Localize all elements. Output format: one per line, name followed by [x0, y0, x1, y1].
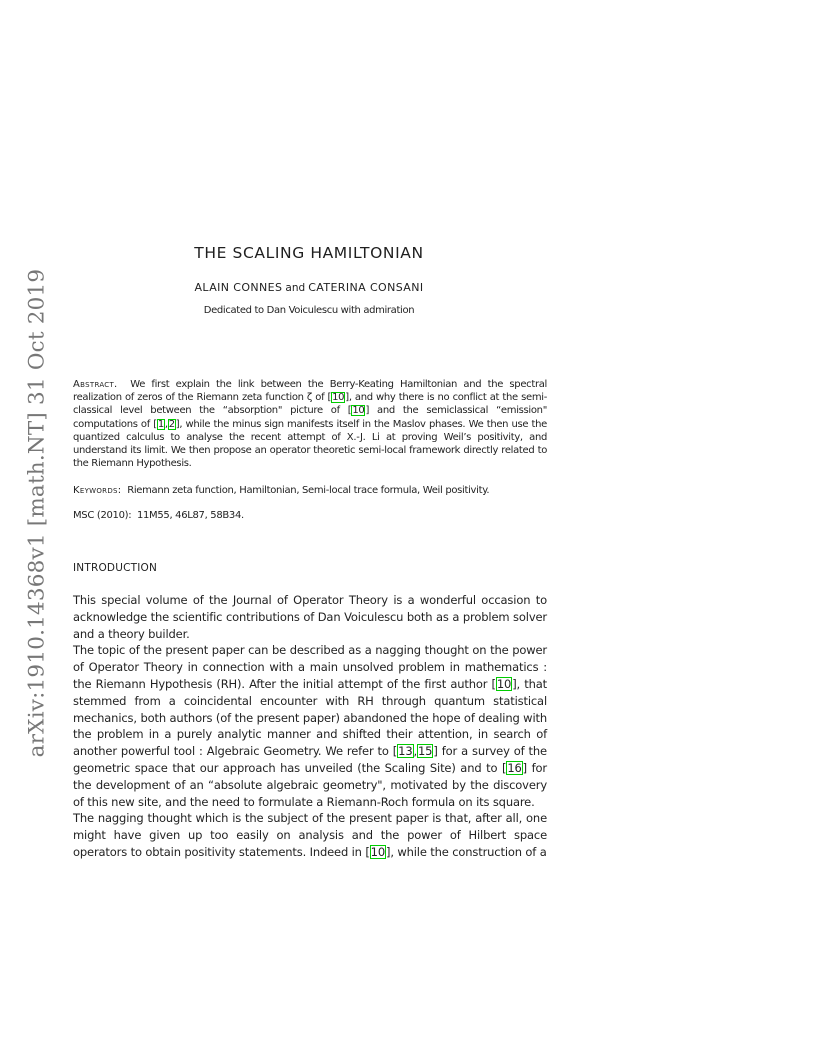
msc-label: MSC (2010):: [73, 510, 132, 521]
author-first: ALAIN CONNES: [194, 281, 283, 294]
intro-text: ,: [413, 744, 418, 759]
keywords-label: Keywords:: [73, 485, 122, 496]
abstract-text-5: ], while the minus sign manifests itself in the Maslov phases. We then use the quantized calculus to analyse the recent attempt of X.-J. Li at proving Weil’s positivity, and understand its limit. We then propose an operator theoretic semi-local framework directly related to the Riemann Hypothesis.: [73, 418, 547, 470]
msc-classification: [73, 509, 547, 522]
abstract-text-3: ] and the semiclassical “emission" computations of [: [73, 405, 547, 430]
intro-paragraph-2: [73, 642, 547, 810]
keywords-text: Riemann zeta function, Hamiltonian, Semi-local trace formula, Weil positivity.: [127, 485, 490, 496]
intro-text: The nagging thought which is the subject of the present paper is that, after all, one might have given up too easily on analysis and the power of Hilbert space operators to obtain positivity statements. Indeed in [: [73, 811, 547, 859]
introduction-body: [73, 592, 547, 861]
citation-link[interactable]: 10: [496, 676, 512, 691]
section-heading-introduction: INTRODUCTION: [73, 562, 158, 574]
dedication: Dedicated to Dan Voiculescu with admiration: [203, 305, 415, 316]
citation-link[interactable]: 2: [168, 418, 175, 430]
abstract-label: Abstract.: [73, 379, 118, 390]
citation-link[interactable]: 15: [418, 744, 433, 759]
intro-text: ] for a survey of the geometric space that our approach has unveiled (the Scaling Site) and to [: [73, 744, 547, 775]
author-second: CATERINA CONSANI: [308, 281, 424, 294]
abstract-text-4: ,: [164, 418, 168, 430]
msc-codes: 11M55, 46L87, 58B34.: [136, 510, 244, 521]
abstract: [73, 378, 547, 470]
citation-link[interactable]: 10: [370, 844, 385, 859]
author-conjunction: and: [285, 282, 306, 294]
arxiv-identifier-stamp: [22, 265, 52, 760]
citation-link[interactable]: 10: [352, 405, 365, 417]
citation-link[interactable]: 16: [507, 760, 522, 775]
citation-link[interactable]: 1: [157, 418, 164, 430]
intro-paragraph-1: This special volume of the Journal of Operator Theory is a wonderful occasion to acknowledge the scientific contributions of Dan Voiculescu both as a problem solver and a theory builder.: [73, 593, 547, 641]
intro-text: The topic of the present paper can be described as a nagging thought on the power of Operator Theory in connection with a main unsolved problem in mathematics : the Riemann Hypothesis (RH). After the initial attempt of the first author [: [73, 643, 547, 691]
intro-text: ] for the development of an “absolute algebraic geometry", motivated by the discovery of this new site, and the need to formulate a Riemann-Roch formula on its square.: [73, 760, 547, 809]
intro-text: ], that stemmed from a coincidental encounter with RH through quantum statistical mechanics, both authors (of the present paper) abandoned the hope of dealing with the problem in a purely analytic manner and shifted their attention, in search of another powerful tool : Algebraic Geometry. We refer to [: [73, 676, 547, 759]
arxiv-stamp-text: arXiv:1910.14368v1 [math.NT] 31 Oct 2019: [24, 268, 50, 757]
abstract-text-2: ], and why there is no conflict at the semi-classical level between the “absorption" picture of [: [73, 392, 547, 417]
citation-link[interactable]: 13: [398, 744, 413, 759]
keywords: [73, 484, 547, 497]
intro-text: ], while the construction of a: [386, 844, 547, 859]
abstract-text-1: We first explain the link between the Berry-Keating Hamiltonian and the spectral realization of zeros of the Riemann zeta function ζ of [: [73, 379, 547, 404]
author-line: [0, 281, 618, 294]
intro-paragraph-3: [73, 810, 547, 860]
citation-link[interactable]: 10: [332, 392, 345, 404]
paper-title: THE SCALING HAMILTONIAN: [194, 244, 424, 262]
